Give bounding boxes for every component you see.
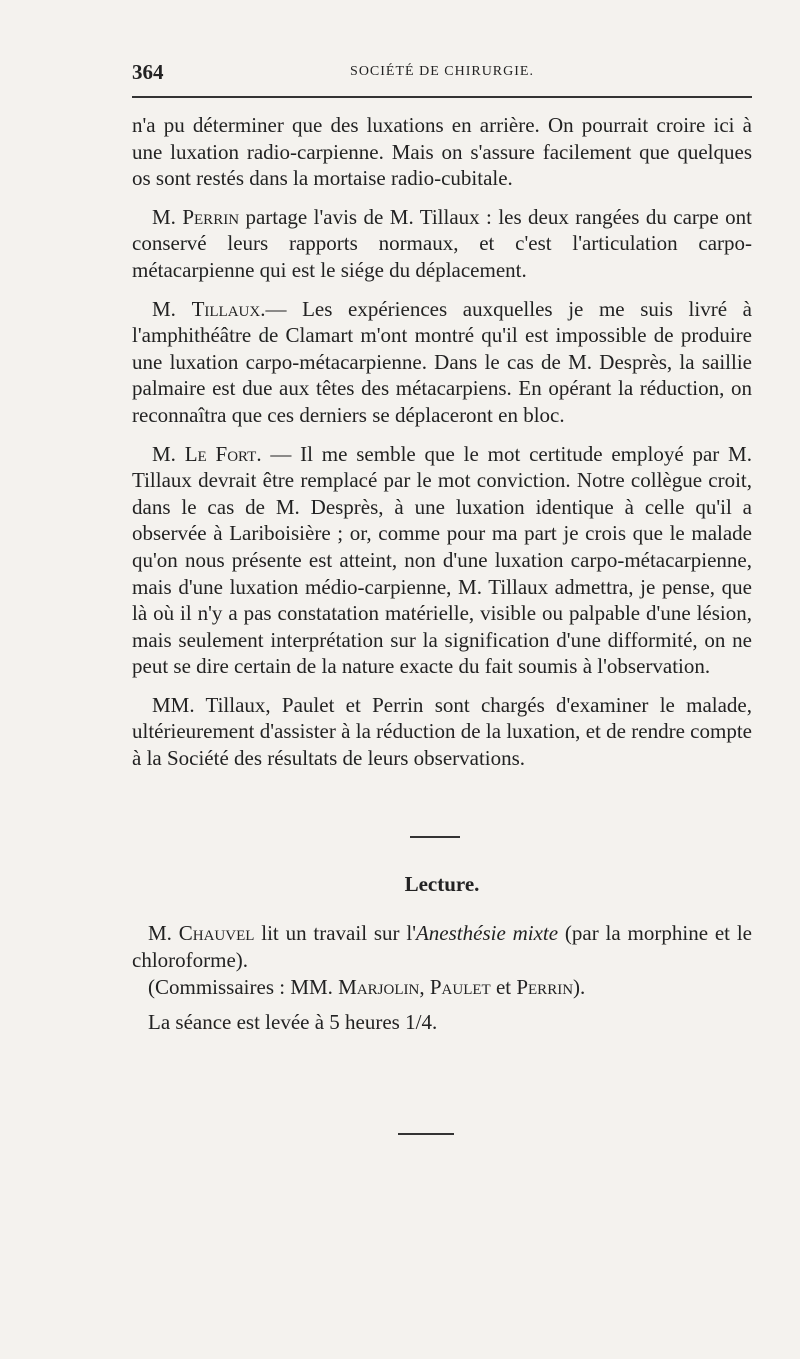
running-head: SOCIÉTÉ DE CHIRURGIE.: [350, 64, 534, 79]
paragraph-4: [132, 441, 752, 680]
speaker-perrin: Perrin: [182, 204, 240, 229]
speaker-prefix: M.: [152, 204, 183, 229]
commissioner-marjolin: Marjolin: [338, 975, 420, 999]
commission-end: ).: [573, 975, 586, 999]
paragraph-3-text: .— Les expériences auxquelles je me suis livré à l'amphithéâtre de Clamart m'ont montré qu'il est impossible de produire une luxation carpo-métacarpienne. Dans le cas de M. Desprès, la saillie palmaire est due aux têtes des métacarpiens. En opérant la réduction, on reconnaîtra que ces derniers se déplaceront en bloc.: [132, 296, 752, 427]
paragraph-2-text: partage l'avis de M. Tillaux : les deux rangées du carpe ont conservé leurs rapports normaux, et c'est l'articulation carpo-métacarpienne qui est le siége du déplacement.: [132, 204, 752, 282]
section-title-lecture: Lecture.: [404, 872, 480, 896]
commission-sep: et: [490, 975, 517, 999]
speaker-prefix: M.: [152, 441, 185, 466]
speaker-prefix: M.: [148, 921, 179, 945]
commissioner-paulet: Paulet: [429, 975, 491, 999]
lecture-text-end: (par la morphine et le chloroforme).: [132, 921, 752, 972]
paragraph-4-text: . — Il me semble que le mot certitude employé par M. Tillaux devrait être remplacé par le mot conviction. Notre collègue croit, dans le cas de M. Desprès, à une luxation identique à celle qu'il a observée à Lariboisière ; or, comme pour ma part je crois que le malade qu'on nous présente est atteint, non d'une luxation carpo-métacarpienne, mais d'une luxation médio-carpienne, M. Tillaux admettra, je pense, que là où il n'y a pas constatation matérielle, visible ou palpable d'une lésion, mais seulement interprétation sur la signification d'une difformité, on ne peut se dire certain de la nature exacte du fait soumis à l'observation.: [132, 441, 752, 679]
main-text: [132, 112, 752, 784]
paragraph-3: [132, 296, 752, 429]
paragraph-2: [132, 204, 752, 284]
commissioner-perrin: Perrin: [516, 975, 574, 999]
commission-sep: ,: [419, 975, 430, 999]
separator-rule-1: [410, 836, 460, 838]
header-rule: [132, 96, 752, 98]
paragraph-1: n'a pu déterminer que des luxations en arrière. On pourrait croire ici à une luxation radio-carpienne. Mais on s'assure facilement que quelques os sont restés dans la mortaise radio-cubitale.: [132, 113, 752, 191]
page-header: [132, 56, 752, 86]
speaker-chauvel: Chauvel: [178, 921, 255, 945]
work-title: Anesthésie mixte: [415, 921, 559, 945]
speaker-prefix: M.: [152, 296, 192, 321]
commission-start: (Commissaires : MM.: [148, 975, 339, 999]
speaker-tillaux: Tillaux: [191, 296, 261, 321]
paragraph-5: MM. Tillaux, Paulet et Perrin sont chargés d'examiner le malade, ultérieurement d'assister à la réduction de la luxation, et de rendre compte à la Société des résultats de leurs observations.: [132, 692, 752, 771]
lecture-paragraph-2: [132, 974, 752, 1001]
speaker-le-fort: Le Fort: [184, 441, 257, 466]
lecture-text-mid: lit un travail sur l': [254, 921, 416, 945]
page-number: 364: [132, 60, 164, 84]
lecture-text: [132, 920, 752, 1036]
lecture-paragraph-1: [132, 920, 752, 974]
lecture-paragraph-3: La séance est levée à 5 heures 1/4.: [148, 1010, 438, 1034]
separator-rule-2: [398, 1133, 454, 1135]
